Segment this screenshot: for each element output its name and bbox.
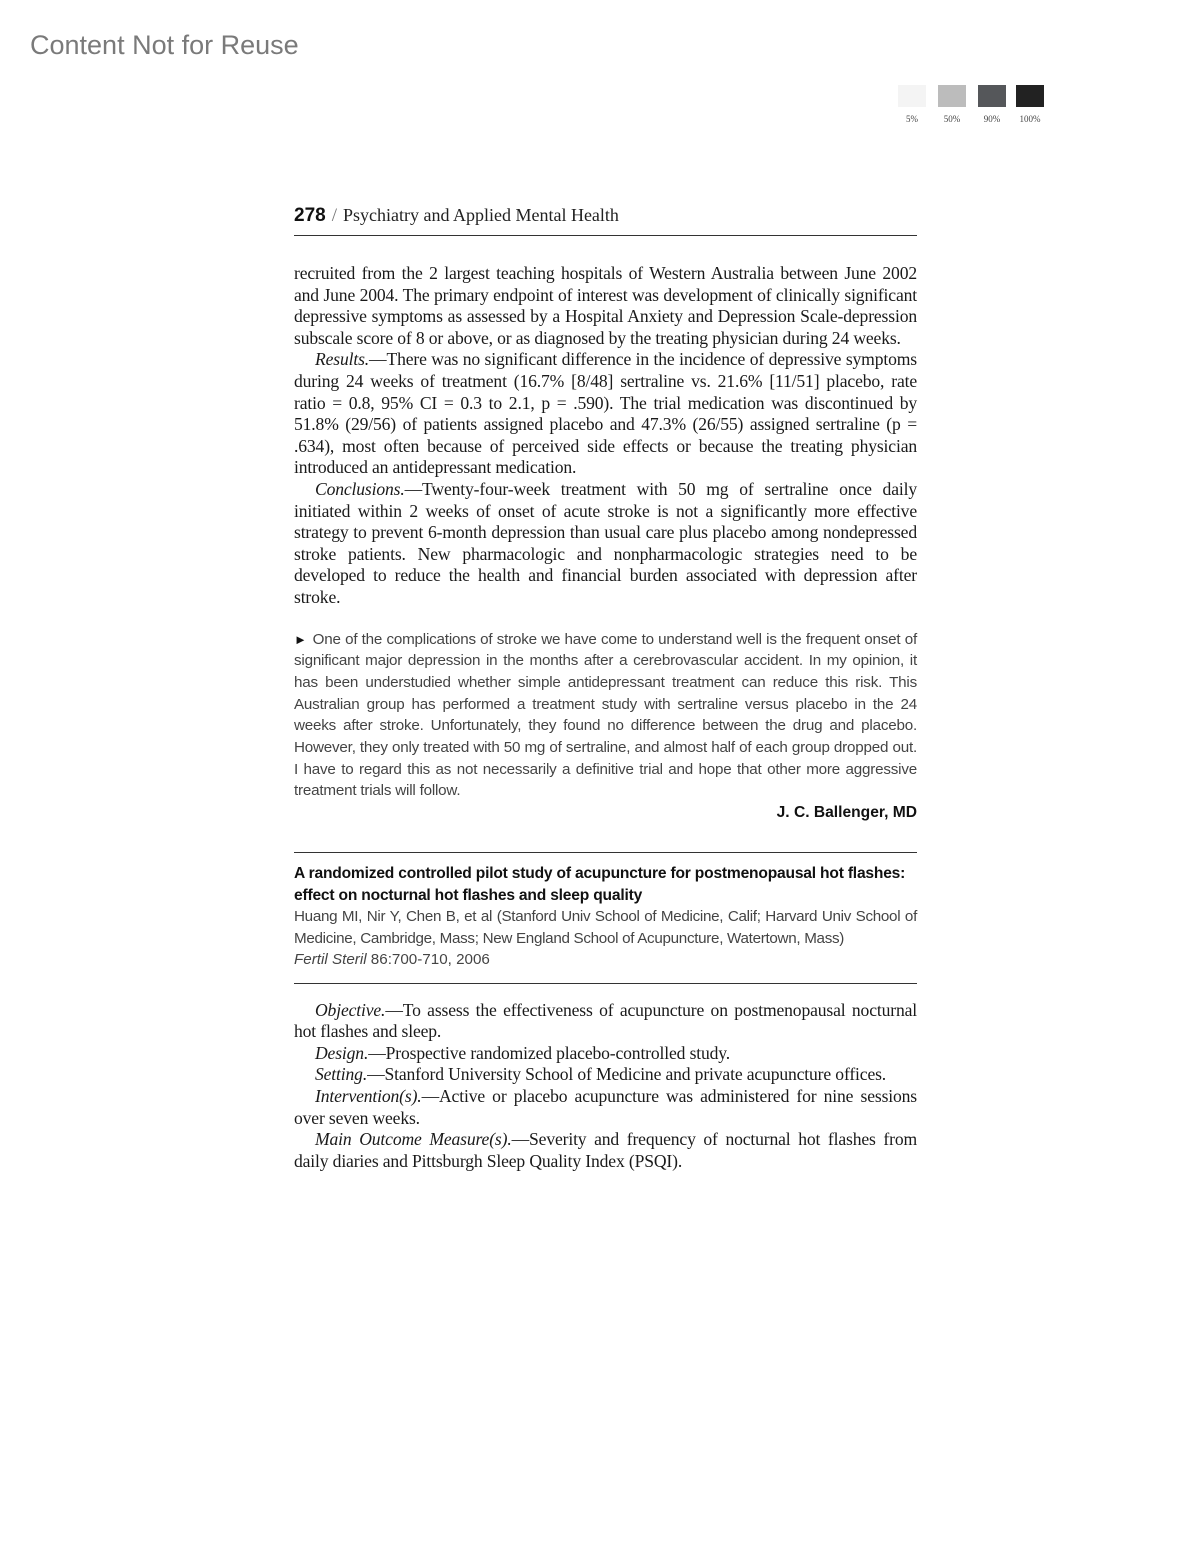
citation-volume-pages: 86:700-710, 2006 [366, 951, 490, 969]
article-citation [294, 949, 917, 971]
header-separator: / [331, 205, 337, 226]
outcome-heading: Main Outcome Measure(s). [315, 1129, 512, 1150]
journal-page [294, 200, 917, 1172]
swatch-label-100: 100% [1019, 114, 1041, 124]
journal-abbrev: Fertil Steril [294, 951, 367, 969]
setting-heading: Setting. [315, 1064, 368, 1085]
commentary-author: J. C. Ballenger, MD [776, 804, 917, 822]
color-calibration-bar [898, 85, 1048, 125]
swatch-100 [1016, 85, 1044, 107]
article-authors: Huang MI, Nir Y, Chen B, et al (Stanford Univ School of Medicine, Calif; Harvard Univ School of Medicine, Cambridge, Mass; New England School of Acupuncture, Watertown, Mass) [294, 908, 917, 947]
objective-paragraph [294, 1000, 917, 1043]
objective-text: —To assess the effectiveness of acupuncture on postmenopausal nocturnal hot flashes and sleep. [294, 999, 917, 1042]
swatch-label-50: 50% [943, 114, 961, 124]
swatch-label-5: 5% [906, 114, 918, 124]
intervention-paragraph [294, 1086, 917, 1129]
article-title: A randomized controlled pilot study of acupuncture for postmenopausal hot flashes: effect on nocturnal hot flashes and sleep quality [294, 865, 906, 904]
editor-commentary [294, 629, 917, 803]
outcome-text: —Severity and frequency of nocturnal hot flashes from daily diaries and Pittsburgh Sleep Quality Index (PSQI). [294, 1129, 918, 1171]
objective-heading: Objective. [315, 999, 386, 1020]
swatch-90 [978, 85, 1006, 107]
article-citation-box [294, 852, 917, 984]
conclusions-text: —Twenty-four-week treatment with 50 mg of sertraline once daily initiated within 2 weeks of onset of acute stroke is not a significantly more effective strategy to prevent 6-month depression than usual care plus placebo among nondepressed stroke patients. New pharmacologic and nonpharmacologic strategies need to be developed to reduce the health and financial burden associated with depression after stroke. [294, 478, 917, 607]
swatch-50 [938, 85, 966, 107]
design-text: —Prospective randomized placebo-controlled study. [368, 1042, 731, 1063]
results-paragraph [294, 349, 917, 479]
journal-title: Psychiatry and Applied Mental Health [342, 205, 619, 225]
swatch-label-90: 90% [983, 114, 1001, 124]
outcome-paragraph [294, 1129, 917, 1172]
swatch-5 [898, 85, 926, 107]
commentary-text: One of the complications of stroke we have come to understand well is the frequent onset of significant major depression in the months after a cerebrovascular accident. In my opinion, it has been understudied whether simple antidepressant treatment can reduce this risk. This Australian group has performed a treatment study with sertraline versus placebo in the 24 weeks after stroke. Unfortunately, they found no difference between the drug and placebo. However, they only treated with 50 mg of sertraline, and almost half of each group dropped out. I have to regard this as not necessarily a definitive trial and hope that other more aggressive treatment trials will follow. [294, 630, 917, 800]
results-text: —There was no significant difference in the incidence of depressive symptoms during 24 weeks of treatment (16.7% [8/48] sertraline vs. 21.6% [11/51] placebo, rate ratio = 0.8, 95% CI = 0.3 to 2.1, p = .590). The trial medication was discontinued by 51.8% (29/56) of patients assigned placebo and 47.3% (26/55) assigned sertraline (p = .634), most often because of perceived side effects or because the treating physician introduced an antidepressant medication. [294, 349, 917, 478]
intervention-text: —Active or placebo acupuncture was administered for nine sessions over seven weeks. [294, 1086, 917, 1128]
results-heading: Results. [315, 349, 370, 370]
conclusions-paragraph [294, 479, 917, 609]
design-heading: Design. [315, 1042, 369, 1063]
intervention-heading: Intervention(s). [315, 1086, 422, 1106]
abstract-sertraline [294, 263, 917, 609]
design-paragraph [294, 1043, 917, 1065]
triangle-marker-icon: ► [294, 631, 307, 647]
conclusions-heading: Conclusions. [315, 478, 405, 499]
page-number: 278 [294, 205, 326, 226]
setting-paragraph [294, 1064, 917, 1086]
methods-continuation: recruited from the 2 largest teaching hospitals of Western Australia between June 2002 and June 2004. The primary endpoint of interest was development of clinically significant depressive symptoms as assessed by a Hospital Anxiety and Depression Scale-depression subscale score of 8 or above, or as diagnosed by the treating physician during 24 weeks. [294, 263, 917, 348]
watermark-text: Content Not for Reuse [30, 30, 299, 60]
running-head [294, 200, 917, 236]
abstract-acupuncture [294, 1000, 917, 1173]
setting-text: —Stanford University School of Medicine and private acupuncture offices. [367, 1064, 887, 1085]
